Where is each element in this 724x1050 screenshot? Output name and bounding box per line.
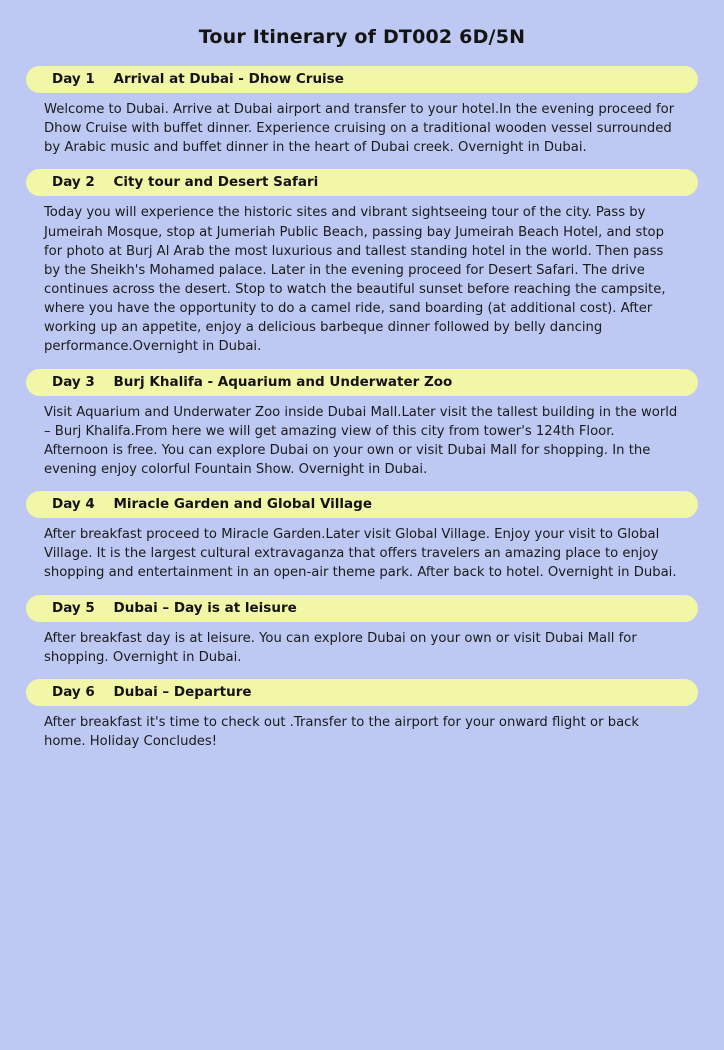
day-label-1: Day 1	[52, 71, 95, 87]
day-text-5: After breakfast day is at leisure. You can explore Dubai on your own or visit Dubai Mall for shopping. Overnight in Dubai.	[44, 630, 637, 665]
day-header-6	[26, 679, 698, 706]
day-block-3	[18, 369, 706, 490]
day-heading-4: Miracle Garden and Global Village	[113, 496, 372, 513]
day-block-2	[18, 169, 706, 366]
day-text-6: After breakfast it's time to check out .Transfer to the airport for your onward flight or back home. Holiday Concludes!	[44, 714, 640, 749]
day-header-2	[26, 169, 698, 196]
day-text-4: After breakfast proceed to Miracle Garden.Later visit Global Village. Enjoy your visit to Global Village. It is the largest cultural extravaganza that offers travelers an amazing place to enjoy shopping and entertainment in an open-air theme park. After back to hotel. Overnight in Dubai.	[44, 527, 677, 581]
day-heading-6: Dubai – Departure	[113, 683, 252, 700]
day-text-3: Visit Aquarium and Underwater Zoo inside Dubai Mall.Later visit the tallest building in the world – Burj Khalifa.From here we will get amazing view of this city from tower's 124th Floor. Afternoon is free. You can explore Dubai on your own or visit Dubai Mall for shopping. In the evening enjoy colorful Fountain Show. Overnight in Dubai.	[44, 404, 678, 477]
day-block-5	[18, 595, 706, 677]
day-heading-3: Burj Khalifa - Aquarium and Underwater Zoo	[113, 373, 453, 390]
page-title: Tour Itinerary of DT002 6D/5N	[198, 26, 526, 48]
day-header-1	[26, 66, 698, 93]
day-header-5	[26, 595, 698, 622]
day-text-1: Welcome to Dubai. Arrive at Dubai airport and transfer to your hotel.In the evening proceed for Dhow Cruise with buffet dinner. Experience cruising on a traditional wooden vessel surrounded by Arabic music and buffet dinner in the heart of Dubai creek. Overnight in Dubai.	[44, 102, 675, 156]
day-label-6: Day 6	[52, 683, 95, 700]
day-heading-5: Dubai – Day is at leisure	[113, 599, 297, 616]
day-block-6	[18, 679, 706, 761]
day-block-4	[18, 491, 706, 592]
day-label-5: Day 5	[52, 599, 95, 616]
itinerary-page	[0, 26, 724, 1050]
day-heading-1: Arrival at Dubai - Dhow Cruise	[113, 71, 344, 87]
day-heading-2: City tour and Desert Safari	[113, 174, 319, 191]
day-label-4: Day 4	[52, 496, 95, 513]
day-label-2: Day 2	[52, 174, 95, 191]
day-label-3: Day 3	[52, 373, 95, 390]
day-text-2: Today you will experience the historic sites and vibrant sightseeing tour of the city. Pass by Jumeirah Mosque, stop at Jumeriah Public Beach, passing bay Jumeirah Beach Hotel, and stop for photo at Burj Al Arab the most luxurious and tallest standing hotel in the world. Then pass by the Sheikh's Mohamed palace. Later in the evening proceed for Desert Safari. The drive continues across the desert. Stop to watch the beautiful sunset before reaching the campsite, where you have the opportunity to do a camel ride, sand boarding (at additional cost). After working up an appetite, enjoy a delicious barbeque dinner followed by belly dancing performance.Overnight in Dubai.	[44, 205, 666, 355]
day-block-1	[18, 66, 706, 167]
day-header-4	[26, 491, 698, 518]
day-header-3	[26, 369, 698, 396]
